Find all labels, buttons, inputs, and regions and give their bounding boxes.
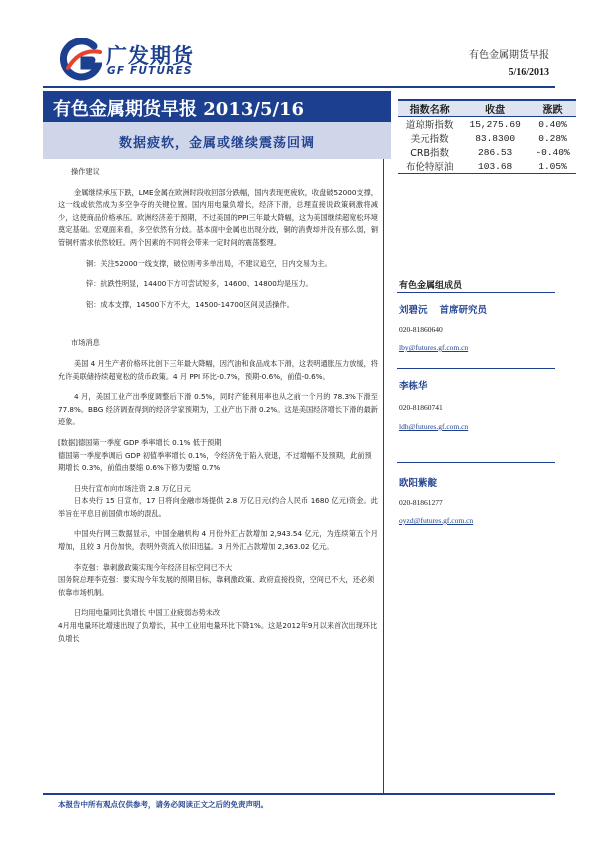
news-item-title: 李克强：靠刺激政策实现今年经济目标空间已不大	[74, 562, 233, 572]
news-item-title: [数据]德国第一季度 GDP 季率增长 0.1% 低于预期	[58, 437, 222, 447]
gf-logo-icon	[58, 38, 102, 82]
report-title: 有色金属期货早报 2013/5/16	[53, 99, 305, 120]
advice-paragraph: 金属继续承压下跌，LME金属在欧洲时段收回部分跌幅，国内表现更疲软，收盘破52000支撑，这一线或依然成为多空争夺的关键位置。国内用电量负增长，经济下滑，总理直接说政策刺激将减少，这使商品价格承压。欧洲经济差于预期，不过美国的PPI三年最大降幅，这为美国继续超宽松环境奠定基础。宏观面来看，多空依然有分歧。基本面中金属也出现分歧，铜的消费却并没有那么弱，铜管铜杆需求依然较旺。两个因素的不同将会带来一定时间的震荡整理。	[58, 187, 378, 247]
index-name: CRB指数	[410, 148, 449, 159]
news-item-title: 日均用电量同比负增长 中国工业疲弱态势未改	[74, 608, 221, 618]
index-table	[398, 99, 576, 174]
news-item: 4月用电量环比增速出现了负增长，其中工业用电量环比下降1%。这是2012年9月以来首次出现环比负增长	[58, 621, 378, 643]
member-email-link[interactable]: oyzd@futures.gf.com.cn	[399, 516, 474, 525]
report-subtitle: 数据疲软，金属或继续震荡回调	[118, 136, 315, 151]
table-row	[398, 145, 576, 159]
col-header-change: 涨跌	[529, 100, 576, 117]
index-table-header	[398, 100, 576, 117]
col-header-name: 指数名称	[398, 100, 461, 117]
index-name: 布伦特原油	[398, 159, 461, 174]
company-logo	[58, 38, 218, 82]
logo-name-en: GF FUTURES	[107, 65, 193, 77]
index-close: 286.53	[478, 146, 513, 158]
team-divider	[397, 368, 555, 369]
team-divider	[397, 462, 555, 463]
footer-divider	[43, 793, 555, 795]
member-name	[399, 378, 428, 392]
advice-heading: 操作建议	[71, 167, 100, 176]
team-heading: 有色金属组成员	[399, 281, 463, 291]
table-row	[398, 131, 576, 145]
news-heading: 市场消息	[71, 338, 100, 348]
member-email-link[interactable]: lby@futures.gf.com.cn	[399, 343, 469, 352]
news-item-title: 日央行宣布向市场注资 2.8 万亿日元	[74, 483, 191, 493]
news-item: 日本央行 15 日宣布，17 日将向金融市场提供 2.8 万亿日元(约合人民币 1680 亿元)资金。此举旨在平息目前国债市场的混乱。	[58, 496, 378, 518]
member-phone: 020-81861277	[399, 498, 443, 507]
member-name	[399, 302, 487, 316]
header-report-type: 有色金属期货早报	[469, 50, 549, 61]
title-box	[43, 91, 391, 159]
member-name-text: 刘碧沅	[399, 305, 428, 316]
column-divider	[383, 159, 384, 793]
index-name: 美元指数	[410, 134, 449, 145]
member-name-text: 欧阳紫靛	[399, 478, 438, 489]
index-close: 83.8300	[475, 132, 516, 144]
news-item: 国务院总理李克强：要实现今年发展的预期目标，靠刺激政策、政府直接投资，空间已不大，还必须依靠市场机制。	[58, 575, 375, 597]
table-row	[398, 117, 576, 132]
col-header-close: 收盘	[461, 100, 529, 117]
header-date: 5/16/2013	[508, 67, 549, 78]
member-name-text: 李栋华	[399, 381, 428, 392]
advice-copper: 铜：关注52000一线支撑，破位则考多单出局，不建议追空，日内交易为主。	[86, 258, 332, 268]
index-close: 15,275.69	[469, 118, 521, 130]
advice-aluminum: 铝：成本支撑，14500下方不大，14500-14700区间灵活操作。	[86, 299, 294, 309]
index-close: 103.68	[461, 159, 529, 174]
team-divider	[397, 292, 555, 293]
header-meta	[469, 46, 549, 78]
index-change: 0.40%	[538, 118, 567, 130]
disclaimer: 本报告中所有观点仅供参考，请务必阅读正文之后的免责声明。	[58, 800, 268, 809]
index-change: -0.40%	[535, 146, 570, 158]
member-name	[399, 475, 437, 489]
main-content	[58, 166, 378, 645]
news-item: 中国央行网三数据显示，中国金融机构 4 月份外汇占款增加 2,943.54 亿元，为连续第五个月增加，且较 3 月份加快，表明外资流入依旧迅猛。3 月外汇占款增加 2,363.02 亿元。	[58, 529, 378, 552]
member-email-link[interactable]: ldh@futures.gf.com.cn	[399, 422, 469, 431]
member-phone: 020-81860640	[399, 325, 443, 334]
member-role: 首席研究员	[439, 305, 488, 316]
member-phone: 020-81860741	[399, 403, 443, 412]
advice-zinc: 锌：抗跌性明显，14400下方可尝试短多，14600、14800均是压力。	[86, 279, 313, 289]
title-band	[43, 91, 391, 122]
header-divider	[43, 86, 555, 88]
index-name: 道琼斯指数	[405, 120, 454, 131]
logo-name-cn: 广发期货	[106, 44, 194, 68]
index-change: 0.28%	[538, 132, 567, 144]
index-change: 1.05%	[529, 159, 576, 174]
news-item: 4 月，美国工业产出季度调整后下滑 0.5%，同时产能利用率也从之前一个月的 78.3%下滑至 77.8%。BBG 经济调查得到的经济学家预期为，工业产出下滑 0.2%。这是美国经济增长下滑的最新迹象。	[58, 392, 378, 427]
table-row	[398, 159, 576, 174]
news-item: 德国第一季度季调后 GDP 初值季率增长 0.1%，令经济免于陷入衰退，不过增幅不及预期，此前预期增长 0.3%，前值由要缩 0.6%下修为要缩 0.7%	[58, 450, 372, 473]
news-item: 美国 4 月生产者价格环比创下三年最大降幅，因汽油和食品成本下滑，这表明通胀压力放缓，将允许美联储持续超宽松的货币政策。4 月 PPI 环比-0.7%，预期-0.6%，前值-0.6%。	[58, 358, 378, 381]
